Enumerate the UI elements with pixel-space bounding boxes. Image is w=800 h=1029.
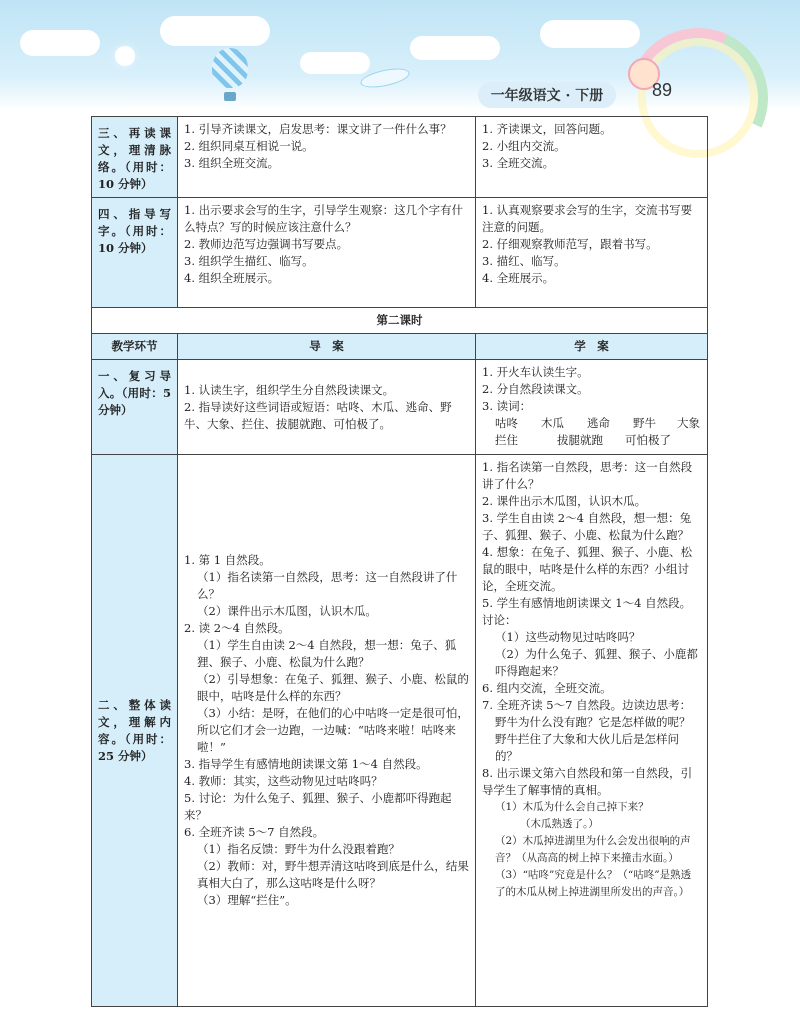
col-header-step: 教学环节 [92, 334, 178, 360]
study-cell [476, 455, 708, 1007]
cloud-decoration [20, 30, 100, 56]
cloud-decoration [160, 16, 270, 46]
guide-item: 6. 全班齐读 5～7 自然段。 [184, 825, 325, 839]
step-label: 四、指导写字。（用时：10 分钟） [98, 207, 171, 255]
study-item: 4. 想象：在兔子、狐狸、猴子、小鹿、松鼠的眼中，咕咚是什么样的东西？小组讨论，全班交流。 [482, 545, 693, 593]
study-item: 1. 认真观察要求会写的生字，交流书写要注意的问题。 [482, 203, 693, 234]
step-cell [92, 455, 178, 1007]
study-cell [476, 360, 708, 455]
study-item: 3. 读词： [482, 399, 532, 413]
guide-item: 1. 引导齐读课文，启发思考：课文讲了一件什么事？ [184, 122, 452, 136]
study-item: 3. 描红、临写。 [482, 254, 566, 268]
guide-item: 2. 教师边范写边强调书写要点。 [184, 237, 349, 251]
study-item: 1. 指名读第一自然段，思考：这一自然段讲了什么？ [482, 460, 693, 491]
guide-item: 4. 教师：其实，这些动物见过咕咚吗？ [184, 774, 383, 788]
word: 拔腿就跑 [557, 433, 603, 447]
guide-item: 3. 指导学生有感情地朗读课文第 1～4 自然段。 [184, 757, 428, 771]
study-item: 3. 学生自由读 2～4 自然段，想一想：兔子、狐狸、猴子、小鹿、松鼠为什么跑？ [482, 511, 692, 542]
guide-item: 3. 组织学生描红、临写。 [184, 254, 314, 268]
word: 大象 [677, 416, 700, 430]
col-header-study: 学 案 [476, 334, 708, 360]
page-number: 89 [652, 80, 673, 100]
table-row [92, 308, 708, 334]
guide-item: （2）教师：对，野牛想弄清这咕咚到底是什么，结果真相大白了，那么这咕咚是什么呀？ [197, 859, 469, 890]
word-list [482, 415, 701, 432]
guide-item: 2. 指导读好这些词语或短语：咕咚、木瓜、逃命、野牛、大象、拦住、拔腿就跑、可怕极了。 [184, 399, 452, 431]
table-row [92, 117, 708, 198]
guide-item: 2. 读 2～4 自然段。 [184, 621, 290, 635]
study-item: 2. 仔细观察教师范写，跟着书写。 [482, 237, 658, 251]
hot-air-balloon-icon [212, 48, 248, 88]
guide-item: （3）理解“拦住”。 [197, 893, 297, 907]
guide-cell [178, 117, 476, 198]
study-item: （1）这些动物见过咕咚吗？ [495, 630, 641, 644]
table-row [92, 198, 708, 308]
guide-item: （2）课件出示木瓜图，认识木瓜。 [197, 604, 377, 618]
step-cell [92, 117, 178, 198]
balloon-basket-icon [224, 92, 236, 101]
second-lesson-title: 第二课时 [92, 308, 708, 334]
study-item: 1. 开火车认读生字。 [482, 365, 589, 379]
guide-item: （1）指名反馈：野牛为什么没跟着跑？ [197, 842, 400, 856]
guide-item: 5. 讨论：为什么兔子、狐狸、猴子、小鹿都吓得跑起来？ [184, 791, 452, 822]
study-item: （2）木瓜掉进湖里为什么会发出很响的声音？（从高高的树上掉下来撞击水面。） [495, 835, 691, 864]
guide-item: 1. 出示要求会写的生字，引导学生观察：这几个字有什么特点？写的时候应该注意什么？ [184, 203, 464, 234]
study-cell [476, 117, 708, 198]
guide-item: （2）引导想象：在兔子、狐狸、猴子、小鹿、松鼠的眼中，咕咚是什么样的东西？ [197, 672, 469, 703]
word-list [482, 432, 701, 449]
guide-item: 4. 组织全班展示。 [184, 271, 280, 285]
guide-item: （1）指名读第一自然段，思考：这一自然段讲了什么？ [197, 570, 458, 601]
study-item: （木瓜熟透了。） [520, 818, 599, 830]
word: 野牛 [633, 416, 656, 430]
study-item: 8. 出示课文第六自然段和第一自然段，引导学生了解事情的真相。 [482, 766, 693, 797]
study-item: 4. 全班展示。 [482, 271, 555, 285]
table-row [92, 455, 708, 1007]
study-item: 3. 全班交流。 [482, 156, 555, 170]
guide-item: 1. 第 1 自然段。 [184, 553, 271, 567]
step-label: 一、复习导入。（用时：5 分钟） [98, 369, 171, 417]
cloud-decoration [300, 52, 370, 74]
study-item: 6. 组内交流，全班交流。 [482, 681, 612, 695]
study-item: 7. 全班齐读 5～7 自然段。边读边思考： [482, 698, 692, 712]
table-row [92, 360, 708, 455]
step-cell [92, 198, 178, 308]
cloud-decoration [540, 20, 640, 48]
word: 拦住 [495, 433, 518, 447]
study-item: 5. 学生有感情地朗读课文 1～4 自然段。讨论： [482, 596, 692, 627]
cloud-decoration [410, 36, 500, 60]
word: 咕咚 [495, 416, 518, 430]
word: 逃命 [587, 416, 610, 430]
guide-cell [178, 455, 476, 1007]
word: 木瓜 [541, 416, 564, 430]
guide-cell [178, 360, 476, 455]
study-cell [476, 198, 708, 308]
book-title: 一年级语文 · 下册 [478, 82, 616, 108]
guide-item: 2. 组织同桌互相说一说。 [184, 139, 314, 153]
guide-item: （1）学生自由读 2～4 自然段，想一想：兔子、狐狸、猴子、小鹿、松鼠为什么跑？ [197, 638, 457, 669]
study-item: 2. 分自然段读课文。 [482, 382, 589, 396]
study-item: （2）为什么兔子、狐狸、猴子、小鹿都吓得跑起来？ [495, 647, 698, 678]
table-header-row [92, 334, 708, 360]
study-item: 1. 齐读课文，回答问题。 [482, 122, 612, 136]
word: 可怕极了 [625, 433, 671, 447]
study-item: 野牛为什么没有跑？它是怎样做的呢？野牛拦住了大象和大伙儿后是怎样问的？ [495, 715, 691, 763]
step-label: 二、整体读文，理解内容。（用时：25 分钟） [98, 697, 171, 763]
guide-item: 1. 认读生字，组织学生分自然段读课文。 [184, 382, 395, 397]
guide-cell [178, 198, 476, 308]
lesson-plan-table [91, 116, 708, 1007]
study-item: （1）木瓜为什么会自己掉下来？ [495, 801, 649, 813]
step-label: 三、再读课文，理清脉络。（用时：10 分钟） [98, 126, 171, 191]
col-header-guide: 导 案 [178, 334, 476, 360]
study-item: 2. 小组内交流。 [482, 139, 566, 153]
sun-icon [115, 46, 135, 66]
guide-item: 3. 组织全班交流。 [184, 156, 280, 170]
step-cell [92, 360, 178, 455]
guide-item: （3）小结：是呀，在他们的心中咕咚一定是很可怕，所以它们才会一边跑，一边喊：“咕咚来啦！咕咚来啦！” [197, 706, 469, 754]
study-item: （3）“咕咚”究竟是什么？（“咕咚”是熟透了的木瓜从树上掉进湖里所发出的声音。） [495, 869, 692, 898]
study-item: 2. 课件出示木瓜图，认识木瓜。 [482, 494, 647, 508]
